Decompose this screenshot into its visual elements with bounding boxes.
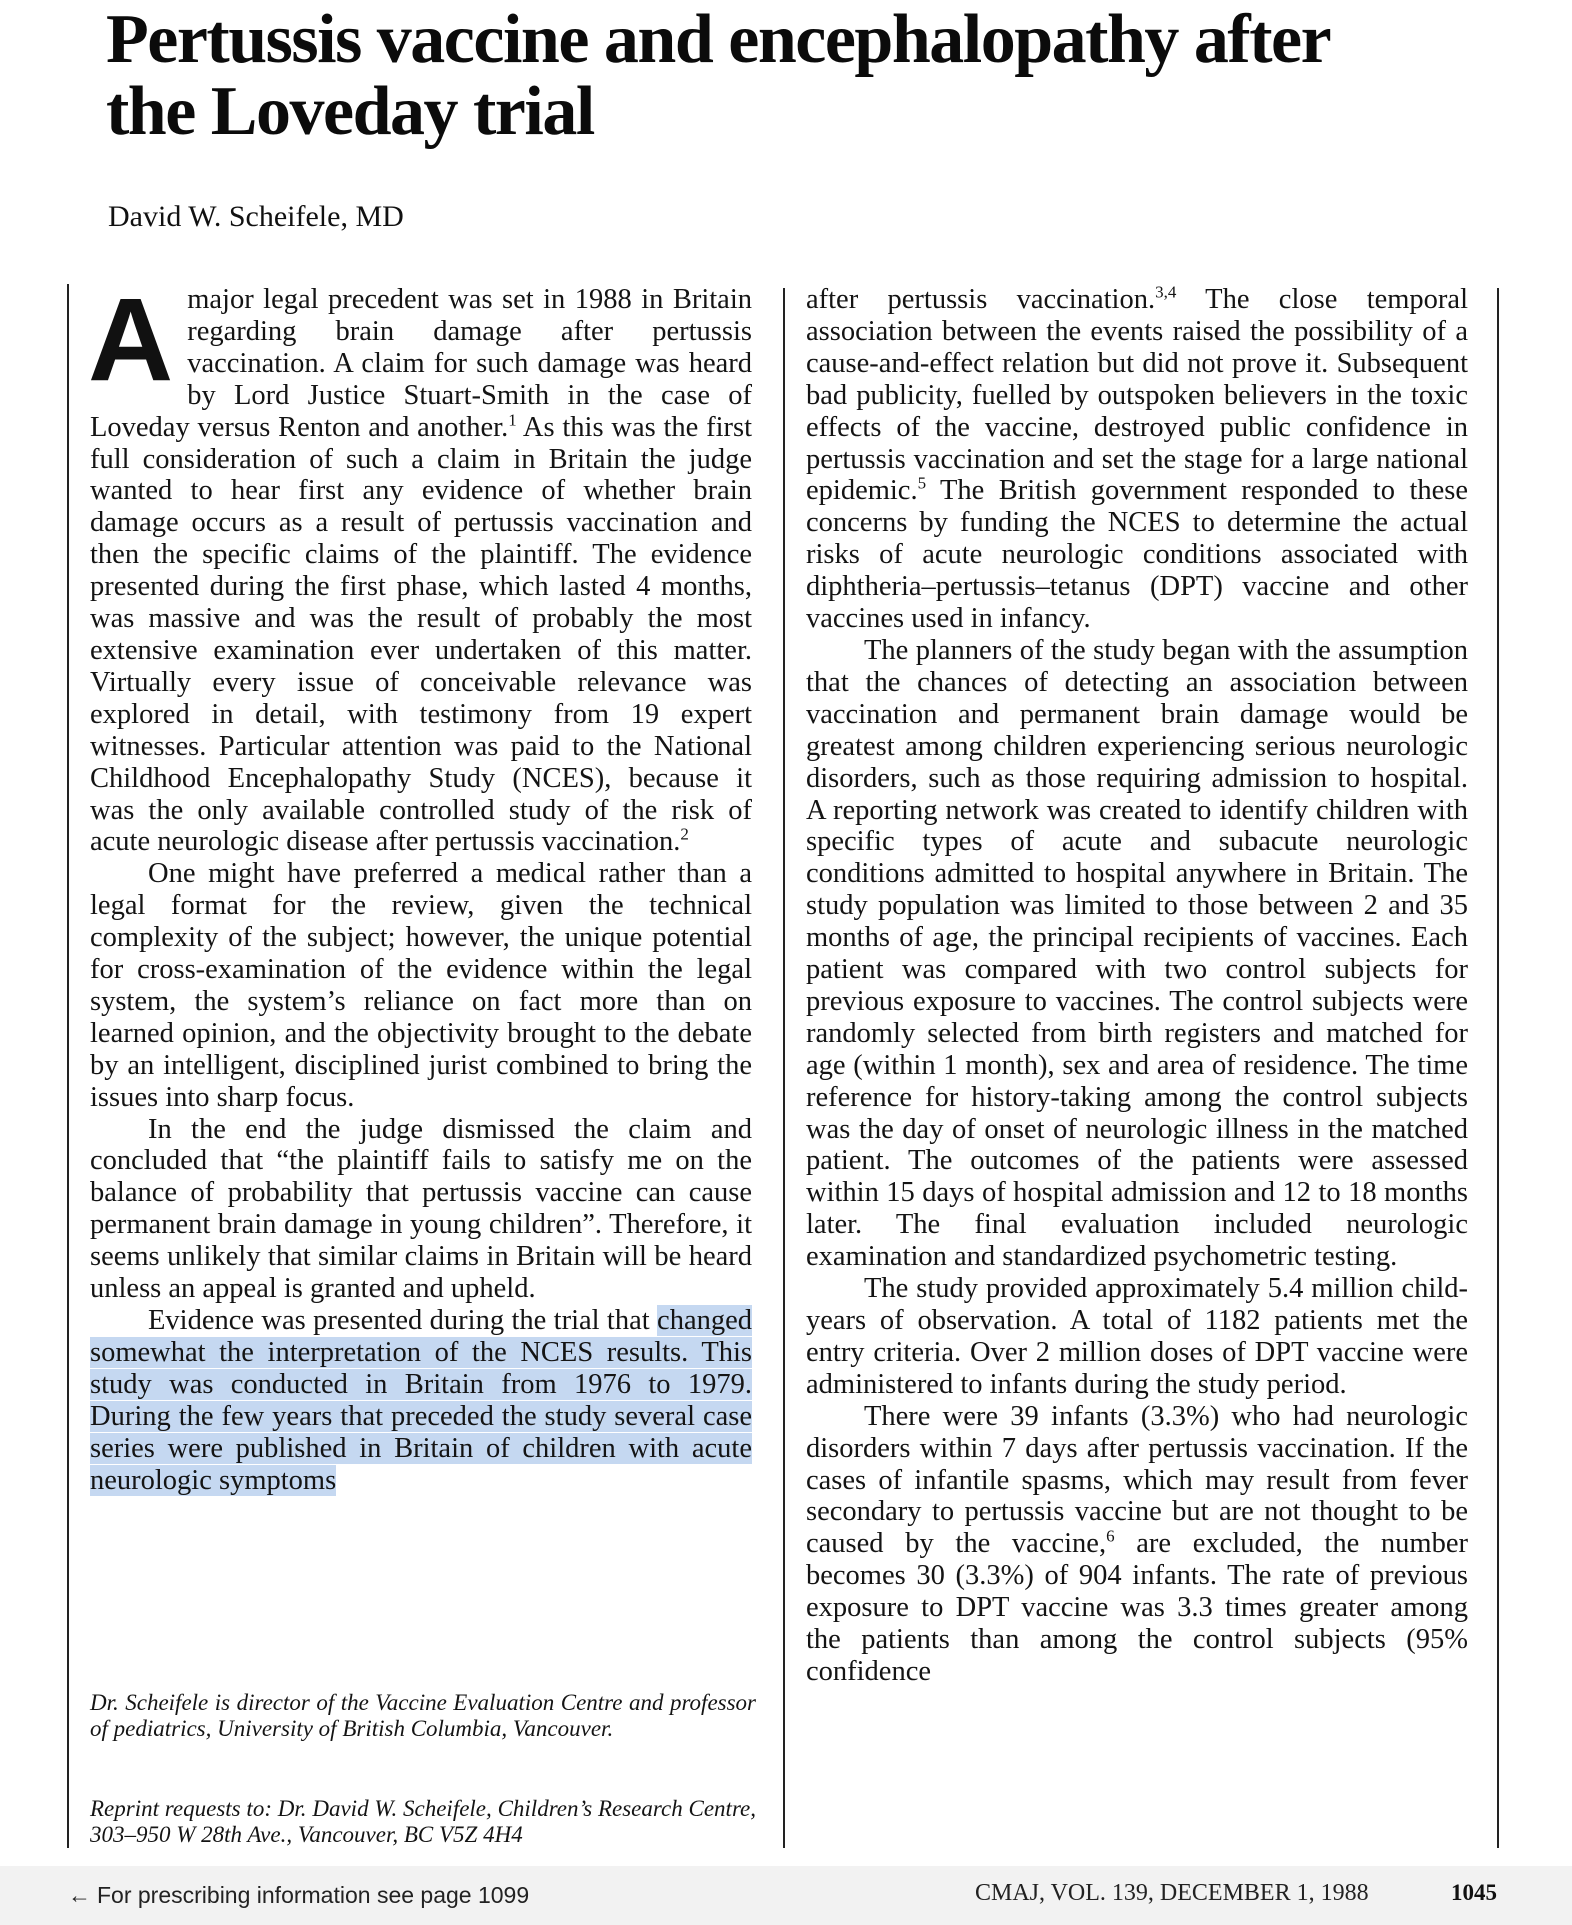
paragraph: A major legal precedent was set in 1988 in Britain regarding brain damage after pertussis vaccination. A claim for such damage was heard by Lord Justice Stuart-Smith in the case of Loveday versus Renton and another.$^1$ As this was the first full consideration of such a claim in Britain the judge wanted to hear first any evidence of whether brain damage occurs as a result of pertussis vaccination and then the specific claims of the plaintiff. The evidence presented during the first phase, which lasted 4 months, was massive and was the result of probably the most extensive examination ever undertaken of this matter. Virtually every issue of conceivable relevance was explored in detail, with testimony from 19 expert witnesses. Particular attention was paid to the National Childhood Encephalopathy Study (NCES), because it was the only available controlled study of the risk of acute neurologic disease after pertussis vaccination.$^2$ <box>88 274 752 858</box>
column-rule-right <box>1497 288 1499 1848</box>
column-rule-center <box>783 288 785 1848</box>
article-title: Pertussis vaccine and encephalopathy after the Loveday trial <box>106 1 1329 150</box>
paragraph: In the end the judge dismissed the claim and concluded that “the plaintiff fails to satisfy me on the balance of probability that pertussis vaccine can cause permanent brain damage in young children”. Therefore, it seems unlikely that similar claims in Britain will be heard unless an appeal is granted and upheld. <box>90 1113 752 1305</box>
highlighted-text-selection[interactable]: changed somewhat the interpretation of the NCES results. This study was conducted in Britain from 1976 to 1979. During the few years that preceded the study several case series were published in Britain of children with acute neurologic symptoms <box>90 1305 752 1496</box>
paragraph: The study provided approximately 5.4 million child-years of observation. A total of 1182 patients met the entry criteria. Over 2 million doses of DPT vaccine were administered to infants during the study period. <box>806 1273 1468 1400</box>
author-affiliation-note: Dr. Scheifele is director of the Vaccine Evaluation Centre and professor of pediatrics, University of British Columbia, Vancouver. <box>90 1690 756 1741</box>
citation-ref: 3,4 <box>1155 282 1177 302</box>
page-number: 1045 <box>1451 1880 1497 1905</box>
reprint-request-note: Reprint requests to: Dr. David W. Scheifele, Children’s Research Centre, 303–950 W 28th Ave., Vancouver, BC V5Z 4H4 <box>90 1796 756 1847</box>
prescribing-info-text: For prescribing information see page 1099 <box>97 1882 530 1908</box>
left-column <box>88 274 752 1496</box>
paragraph: The planners of the study began with the assumption that the chances of detecting an association between vaccination and permanent brain damage would be greatest among children experiencing serious neurologic disorders, such as those requiring admission to hospital. A reporting network was created to identify children with specific types of acute and subacute neurologic conditions admitted to hospital anywhere in Britain. The study population was limited to those between 2 and 35 months of age, the principal recipients of vaccines. Each patient was compared with two control subjects for previous exposure to vaccines. The control subjects were randomly selected from birth registers and matched for age (within 1 month), sex and area of residence. The time reference for history-taking among the control subjects was the day of onset of neurologic illness in the matched patient. The outcomes of the patients were assessed within 15 days of hospital admission and 12 to 18 months later. The final evaluation included neurologic examination and standardized psychometric testing. <box>806 634 1468 1273</box>
paragraph: There were 39 infants (3.3%) who had neurologic disorders within 7 days after pertussis vaccination. If the cases of infantile spasms, which may result from fever secondary to pertussis vaccine but are not thought to be caused by the vaccine,$^6$ are excluded, the number becomes 30 (3.3%) of 904 infants. The rate of previous exposure to DPT vaccine was 3.3 times greater among the patients than among the control subjects (95% confidence <box>806 1400 1468 1687</box>
citation-ref: 2 <box>680 824 689 844</box>
citation-ref: 6 <box>1106 1526 1115 1546</box>
paragraph: One might have preferred a medical rather than a legal format for the review, given the technical complexity of the subject; however, the unique potential for cross-examination of the evidence within the legal system, the system’s reliance on fact more than on learned opinion, and the objectivity brought to the debate by an intelligent, disciplined jurist combined to bring the issues into sharp focus. <box>90 858 752 1113</box>
column-rule-left <box>67 284 69 1848</box>
left-arrow-icon: ← <box>68 1882 91 1908</box>
paragraph: after pertussis vaccination.$^{3,4}$ The close temporal association between the events raised the possibility of a cause-and-effect relation but did not prove it. Subsequent bad publicity, fuelled by outspoken believers in the toxic effects of the vaccine, destroyed public confidence in pertussis vaccination and set the stage for a large national epidemic.$^5$ The British government responded to these concerns by funding the NCES to determine the actual risks of acute neurologic conditions associated with diphtheria–pertussis–tetanus (DPT) vaccine and other vaccines used in infancy. <box>806 282 1468 635</box>
citation-ref: 5 <box>917 473 927 493</box>
right-column <box>806 284 1468 1688</box>
journal-citation: CMAJ, VOL. 139, DECEMBER 1, 1988 <box>975 1880 1369 1906</box>
author-byline: David W. Scheifele, MD <box>108 200 404 233</box>
paragraph: Evidence was presented during the trial that changed somewhat the interpretation of the NCES results. This study was conducted in Britain from 1976 to 1979. During the few years that preceded the study several case series were published in Britain of children with acute neurologic symptoms <box>90 1305 752 1496</box>
prescribing-info-link[interactable] <box>68 1882 529 1909</box>
citation-ref: 1 <box>508 410 517 430</box>
drop-cap: A <box>88 274 174 406</box>
